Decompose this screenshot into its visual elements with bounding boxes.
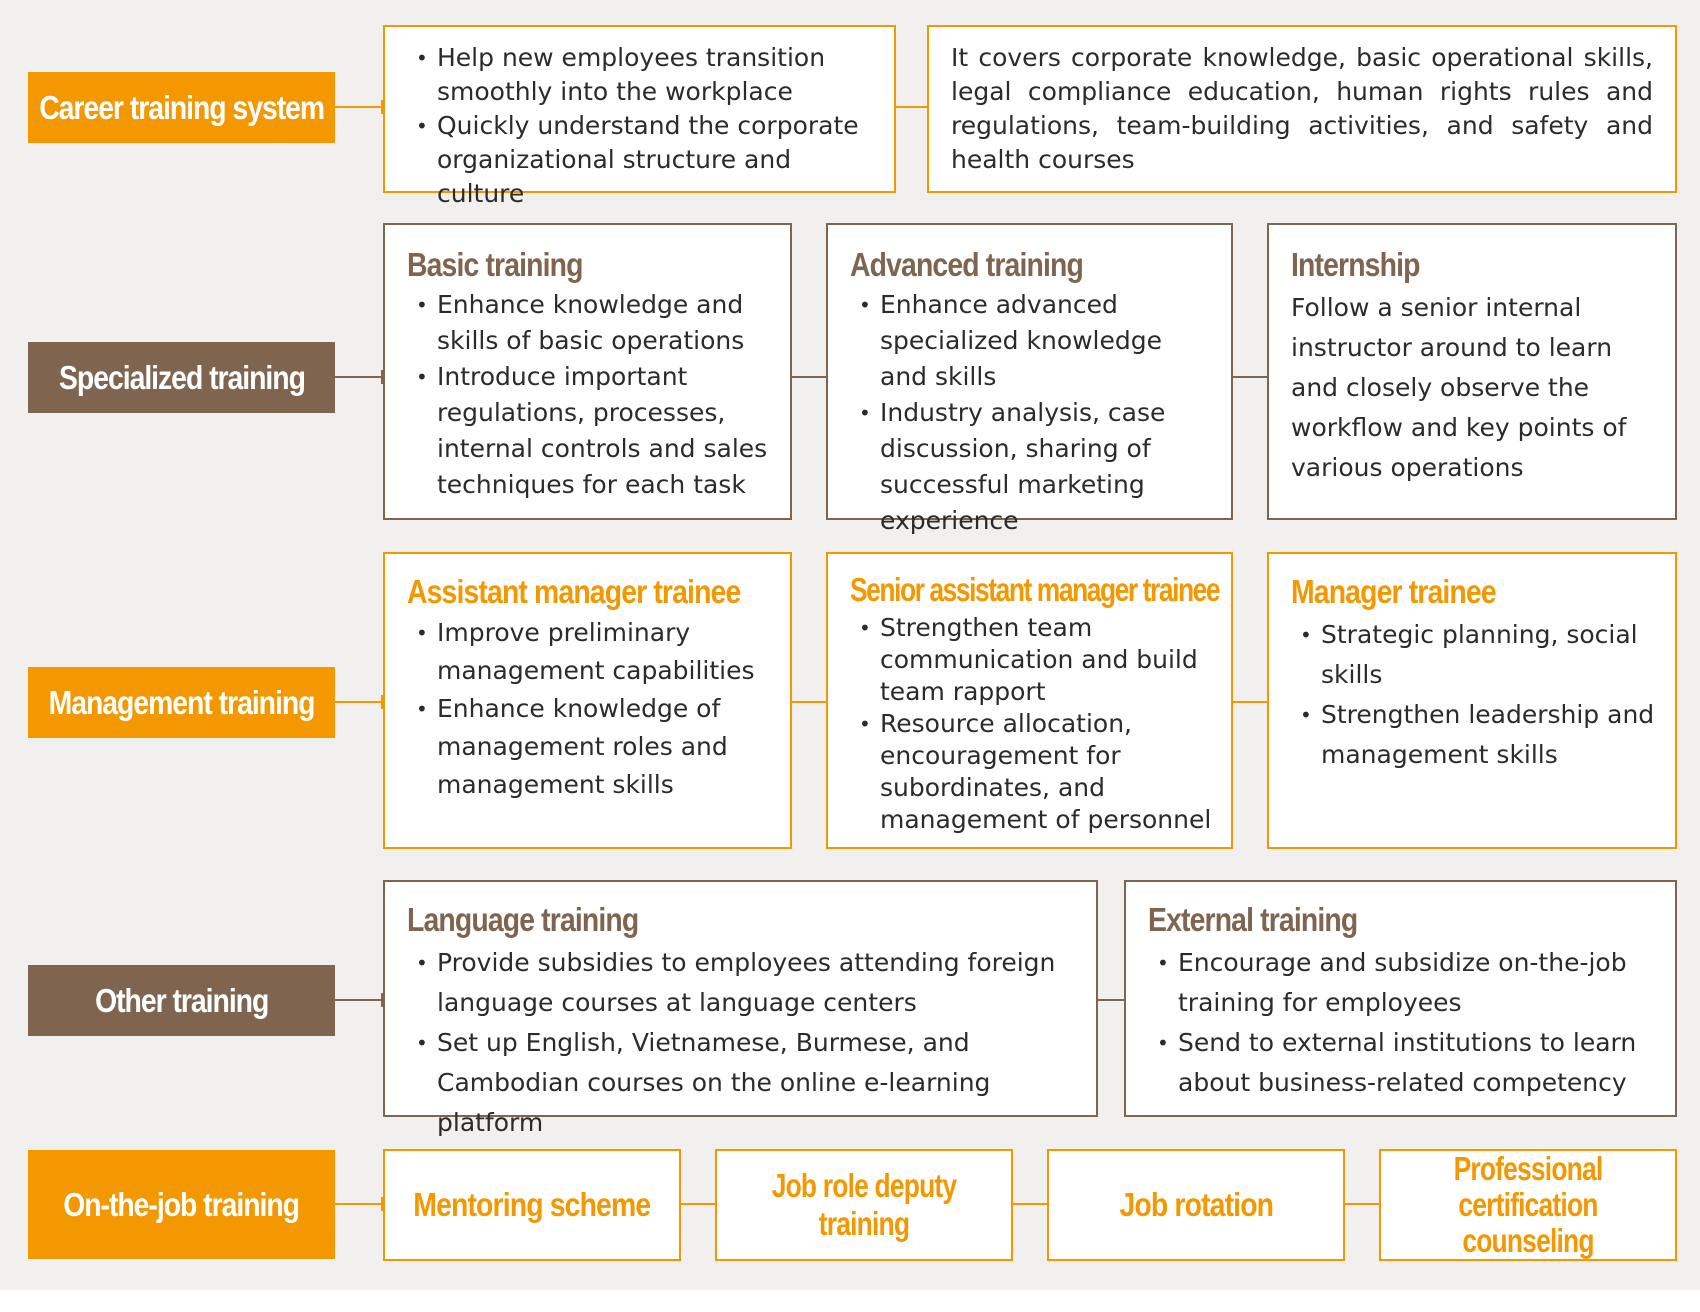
connector-line	[1013, 1203, 1047, 1205]
category-management-training	[28, 667, 335, 738]
category-career-label: Career training system	[39, 88, 324, 126]
list-item: • Enhance advanced specialized knowledge and skills	[850, 287, 1213, 395]
list-item: • Industry analysis, case discussion, sharing of successful marketing experience	[850, 395, 1213, 539]
connector-line	[335, 701, 385, 703]
career-goals-list	[407, 41, 876, 211]
language-training-title: Language training	[407, 901, 639, 938]
connector-line	[1233, 701, 1267, 703]
ojt-deputy-box	[715, 1149, 1013, 1261]
category-on-the-job-training	[28, 1150, 335, 1259]
manager-trainee-list	[1291, 615, 1657, 775]
career-goals-box	[383, 25, 896, 208]
assistant-manager-title: Assistant manager trainee	[407, 573, 741, 610]
internship-box	[1267, 223, 1677, 520]
connector-line	[335, 106, 385, 108]
connector-line	[335, 1203, 385, 1205]
category-specialized-training	[28, 342, 335, 413]
career-content-box	[927, 25, 1677, 193]
assistant-manager-box	[383, 552, 792, 849]
list-item: • Enhance knowledge and skills of basic operations	[407, 287, 772, 359]
category-other-training	[28, 965, 335, 1036]
advanced-training-box	[826, 223, 1233, 535]
connector-line	[335, 376, 385, 378]
manager-trainee-box	[1267, 552, 1677, 849]
advanced-training-list	[850, 287, 1213, 539]
external-training-title: External training	[1148, 901, 1358, 938]
list-item: • Set up English, Vietnamese, Burmese, and Cambodian courses on the online e-learning platform	[407, 1023, 1078, 1143]
external-training-box	[1124, 880, 1677, 1117]
basic-training-title: Basic training	[407, 246, 583, 283]
career-content-text: It covers corporate knowledge, basic operational skills, legal compliance education, human rights rules and regulations, team-building activities, and safety and health courses	[951, 43, 1653, 174]
list-item: • Introduce important regulations, processes, internal controls and sales techniques for each task	[407, 359, 772, 503]
connector-line	[792, 701, 826, 703]
ojt-certification-label: Professional certification counseling	[1453, 1150, 1603, 1259]
list-item: • Provide subsidies to employees attending foreign language courses at language centers	[407, 943, 1078, 1023]
ojt-deputy-label: Job role deputy training	[771, 1167, 957, 1242]
external-training-list	[1148, 943, 1657, 1103]
connector-line	[1233, 376, 1267, 378]
list-item: • Help new employees transition smoothly into the workplace	[407, 41, 876, 109]
connector-line	[896, 106, 927, 108]
category-career-training	[28, 72, 335, 143]
list-item: • Enhance knowledge of management roles and management skills	[407, 690, 772, 804]
internship-text: Follow a senior internal instructor around to learn and closely observe the workflow and key points of various operations	[1291, 293, 1627, 482]
list-item: • Encourage and subsidize on-the-job training for employees	[1148, 943, 1657, 1023]
basic-training-box	[383, 223, 792, 520]
list-item: • Strategic planning, social skills	[1291, 615, 1657, 695]
list-item: • Strengthen leadership and management skills	[1291, 695, 1657, 775]
connector-line	[335, 999, 385, 1001]
language-training-box	[383, 880, 1098, 1137]
ojt-mentoring-label: Mentoring scheme	[413, 1186, 651, 1223]
language-training-list	[407, 943, 1078, 1143]
ojt-mentoring-box	[383, 1149, 681, 1261]
manager-trainee-title: Manager trainee	[1291, 573, 1496, 610]
ojt-rotation-box	[1047, 1149, 1345, 1261]
list-item: • Resource allocation, encouragement for subordinates, and management of personnel	[850, 708, 1217, 836]
senior-assistant-manager-list	[850, 612, 1217, 836]
ojt-rotation-label: Job rotation	[1119, 1186, 1273, 1223]
assistant-manager-list	[407, 614, 772, 804]
list-item: • Strengthen team communication and build team rapport	[850, 612, 1217, 708]
list-item: • Quickly understand the corporate organizational structure and culture	[407, 109, 876, 211]
category-other-label: Other training	[94, 981, 269, 1019]
connector-line	[1345, 1203, 1379, 1205]
advanced-training-title: Advanced training	[850, 246, 1083, 283]
category-specialized-label: Specialized training	[58, 358, 305, 396]
category-management-label: Management training	[48, 683, 315, 721]
senior-assistant-manager-title: Senior assistant manager trainee	[850, 571, 1220, 608]
ojt-certification-box	[1379, 1149, 1677, 1261]
category-ojt-label: On-the-job training	[63, 1185, 300, 1223]
senior-assistant-manager-box	[826, 552, 1233, 849]
internship-title: Internship	[1291, 246, 1420, 283]
list-item: • Improve preliminary management capabilities	[407, 614, 772, 690]
basic-training-list	[407, 287, 772, 503]
connector-line	[681, 1203, 715, 1205]
list-item: • Send to external institutions to learn about business-related competency	[1148, 1023, 1657, 1103]
connector-line	[792, 376, 826, 378]
connector-line	[1098, 999, 1124, 1001]
